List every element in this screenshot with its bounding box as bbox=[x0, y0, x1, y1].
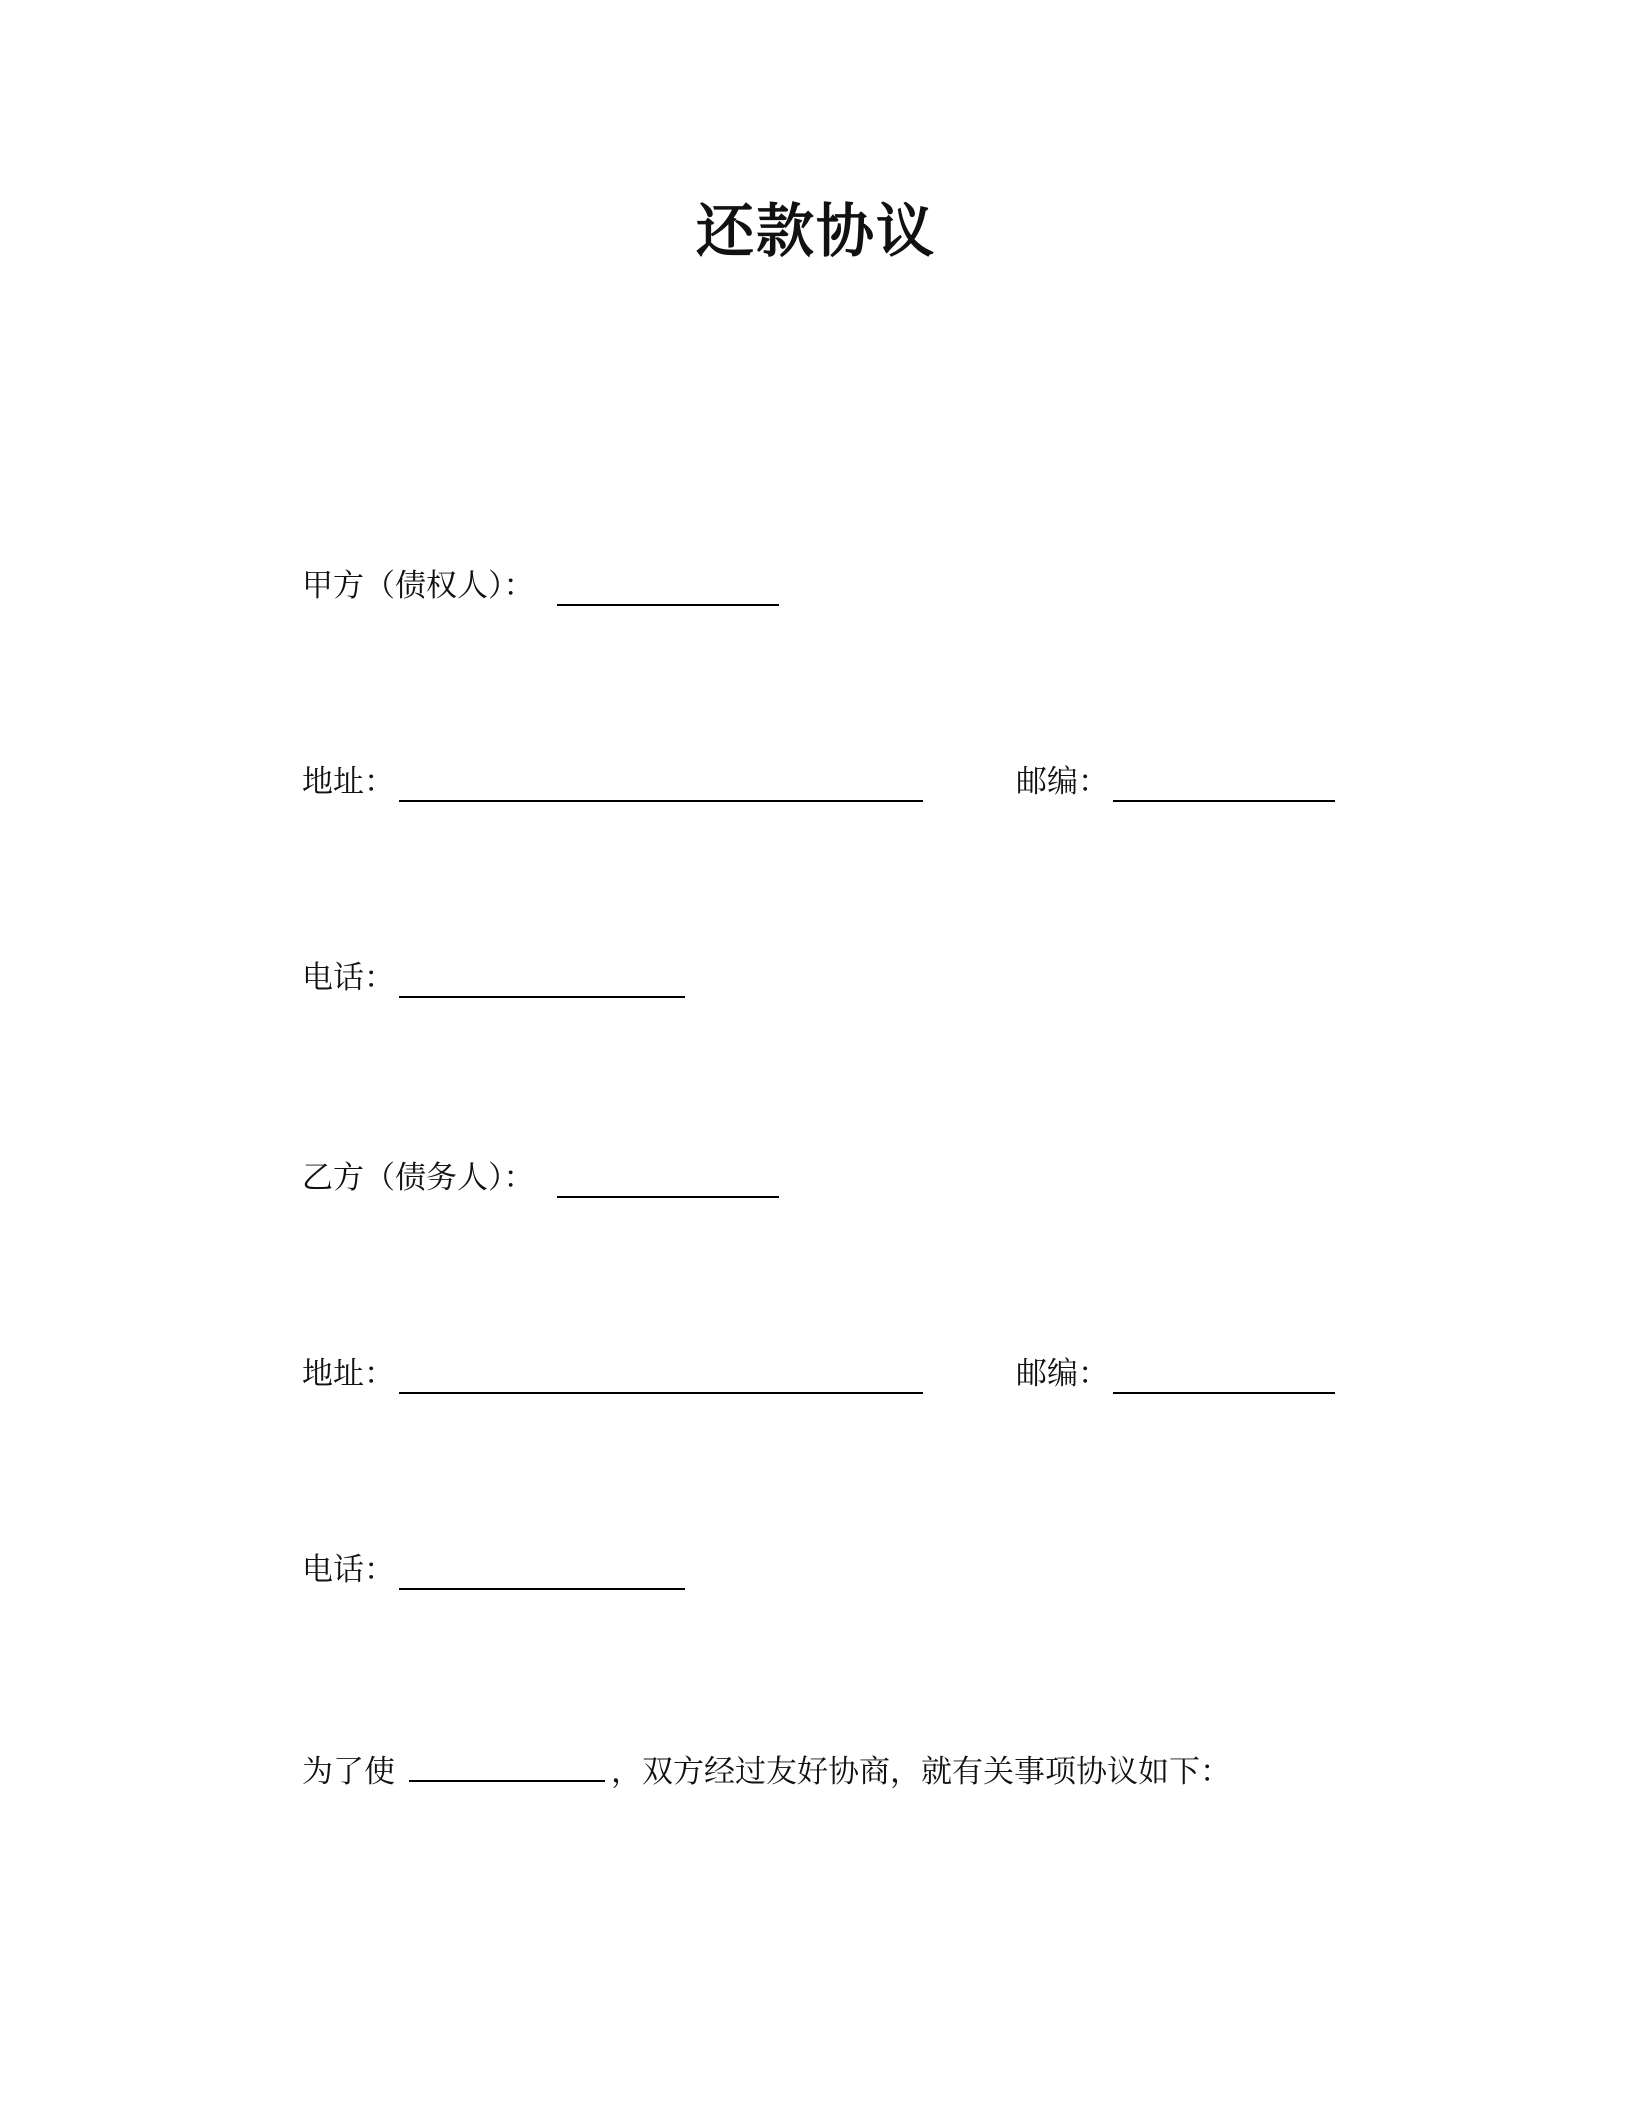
party-b-phone-field[interactable] bbox=[399, 1588, 685, 1590]
intro-purpose-field[interactable] bbox=[409, 1750, 605, 1782]
document-title: 还款协议 bbox=[695, 197, 936, 265]
party-a-postcode-label: 邮编： bbox=[1016, 764, 1109, 800]
party-a-name-field[interactable] bbox=[557, 604, 779, 606]
party-b-postcode-field[interactable] bbox=[1113, 1392, 1335, 1394]
party-b-row bbox=[0, 1158, 1632, 1208]
party-a-address-row bbox=[0, 762, 1632, 812]
party-a-postcode-field[interactable] bbox=[1113, 800, 1335, 802]
party-b-address-row bbox=[0, 1354, 1632, 1404]
party-a-phone-row bbox=[0, 958, 1632, 1008]
party-b-phone-row bbox=[0, 1550, 1632, 1600]
party-a-row bbox=[0, 566, 1632, 616]
party-a-phone-label: 电话： bbox=[302, 960, 395, 996]
party-b-label: 乙方（债务人）： bbox=[302, 1160, 535, 1196]
party-b-postcode-label: 邮编： bbox=[1016, 1356, 1109, 1392]
party-a-address-field[interactable] bbox=[399, 800, 923, 802]
party-b-phone-label: 电话： bbox=[302, 1552, 395, 1588]
intro-suffix: ，双方经过友好协商，就有关事项协议如下： bbox=[611, 1754, 1231, 1790]
party-b-name-field[interactable] bbox=[557, 1196, 779, 1198]
party-a-address-label: 地址： bbox=[302, 764, 395, 800]
intro-prefix: 为了使 bbox=[302, 1754, 395, 1790]
party-a-phone-field[interactable] bbox=[399, 996, 685, 998]
party-b-address-label: 地址： bbox=[302, 1356, 395, 1392]
party-a-label: 甲方（债权人）： bbox=[302, 568, 535, 604]
party-b-address-field[interactable] bbox=[399, 1392, 923, 1394]
intro-sentence bbox=[302, 1750, 1231, 1792]
